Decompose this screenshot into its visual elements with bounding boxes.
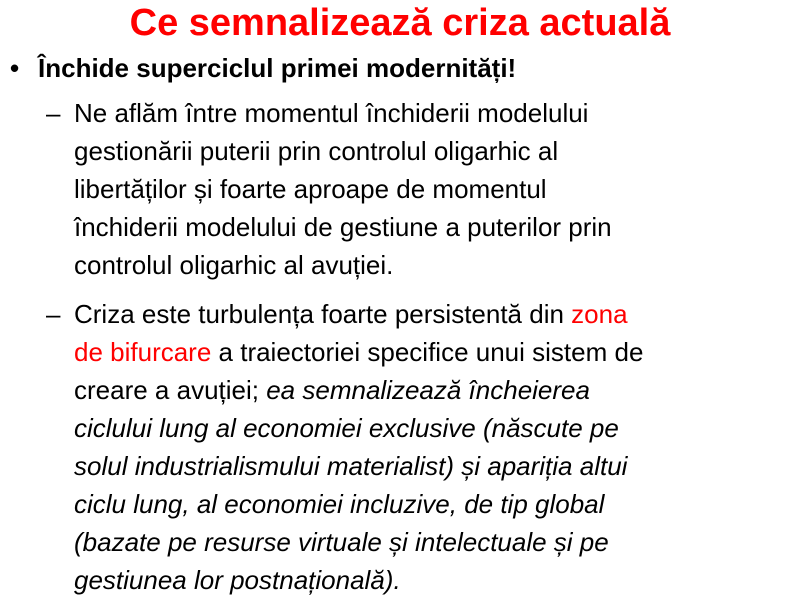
- subpoint-2-line-2: [46, 333, 796, 371]
- main-bullet: [10, 50, 516, 86]
- subpoint-1-line-3: libertăților și foarte aproape de momentul: [74, 174, 547, 204]
- subpoint-2-line-1: [46, 295, 796, 333]
- subpoint-1-line-5: controlul oligarhic al avuției.: [74, 250, 394, 280]
- subpoint-2-line-6: ciclu lung, al economiei incluzive, de tip global: [74, 489, 605, 519]
- subpoint-2-line-3: [46, 371, 796, 409]
- subpoint-1-line-1: Ne aflăm între momentul închiderii modelului: [74, 98, 589, 128]
- subpoint-2-line-5: solul industrialismului materialist) și apariția altui: [74, 451, 628, 481]
- subpoint-2-text: creare a avuției;: [74, 375, 267, 405]
- dash-marker: –: [46, 98, 61, 128]
- subpoint-1: [46, 94, 796, 284]
- subpoint-1-line-2: gestionării puterii prin controlul oligarhic al: [74, 136, 559, 166]
- subpoint-1-line-4: închiderii modelului de gestiune a puterilor prin: [74, 212, 612, 242]
- slide-title: Ce semnalizează criza actuală: [129, 2, 671, 44]
- subpoint-2-line-7: (bazate pe resurse virtuale și intelectuale și pe: [74, 527, 609, 557]
- subpoint-2-line-8: gestiunea lor postnațională).: [74, 565, 401, 595]
- dash-marker: –: [46, 299, 61, 329]
- subpoint-2-text: Criza este turbulența foarte persistentă din: [74, 299, 572, 329]
- italic-text: ea semnalizează încheierea: [266, 375, 590, 405]
- subpoint-2: [46, 295, 796, 599]
- subpoint-2-line-4: ciclului lung al economiei exclusive (născute pe: [74, 413, 619, 443]
- highlight-de-bifurcare: de bifurcare: [74, 337, 212, 367]
- bullet-marker: •: [10, 53, 20, 83]
- highlight-zona: zona: [571, 299, 628, 329]
- subpoint-2-text: a traiectoriei specifice unui sistem de: [211, 337, 644, 367]
- main-bullet-text: Închide superciclul primei modernități!: [38, 53, 517, 83]
